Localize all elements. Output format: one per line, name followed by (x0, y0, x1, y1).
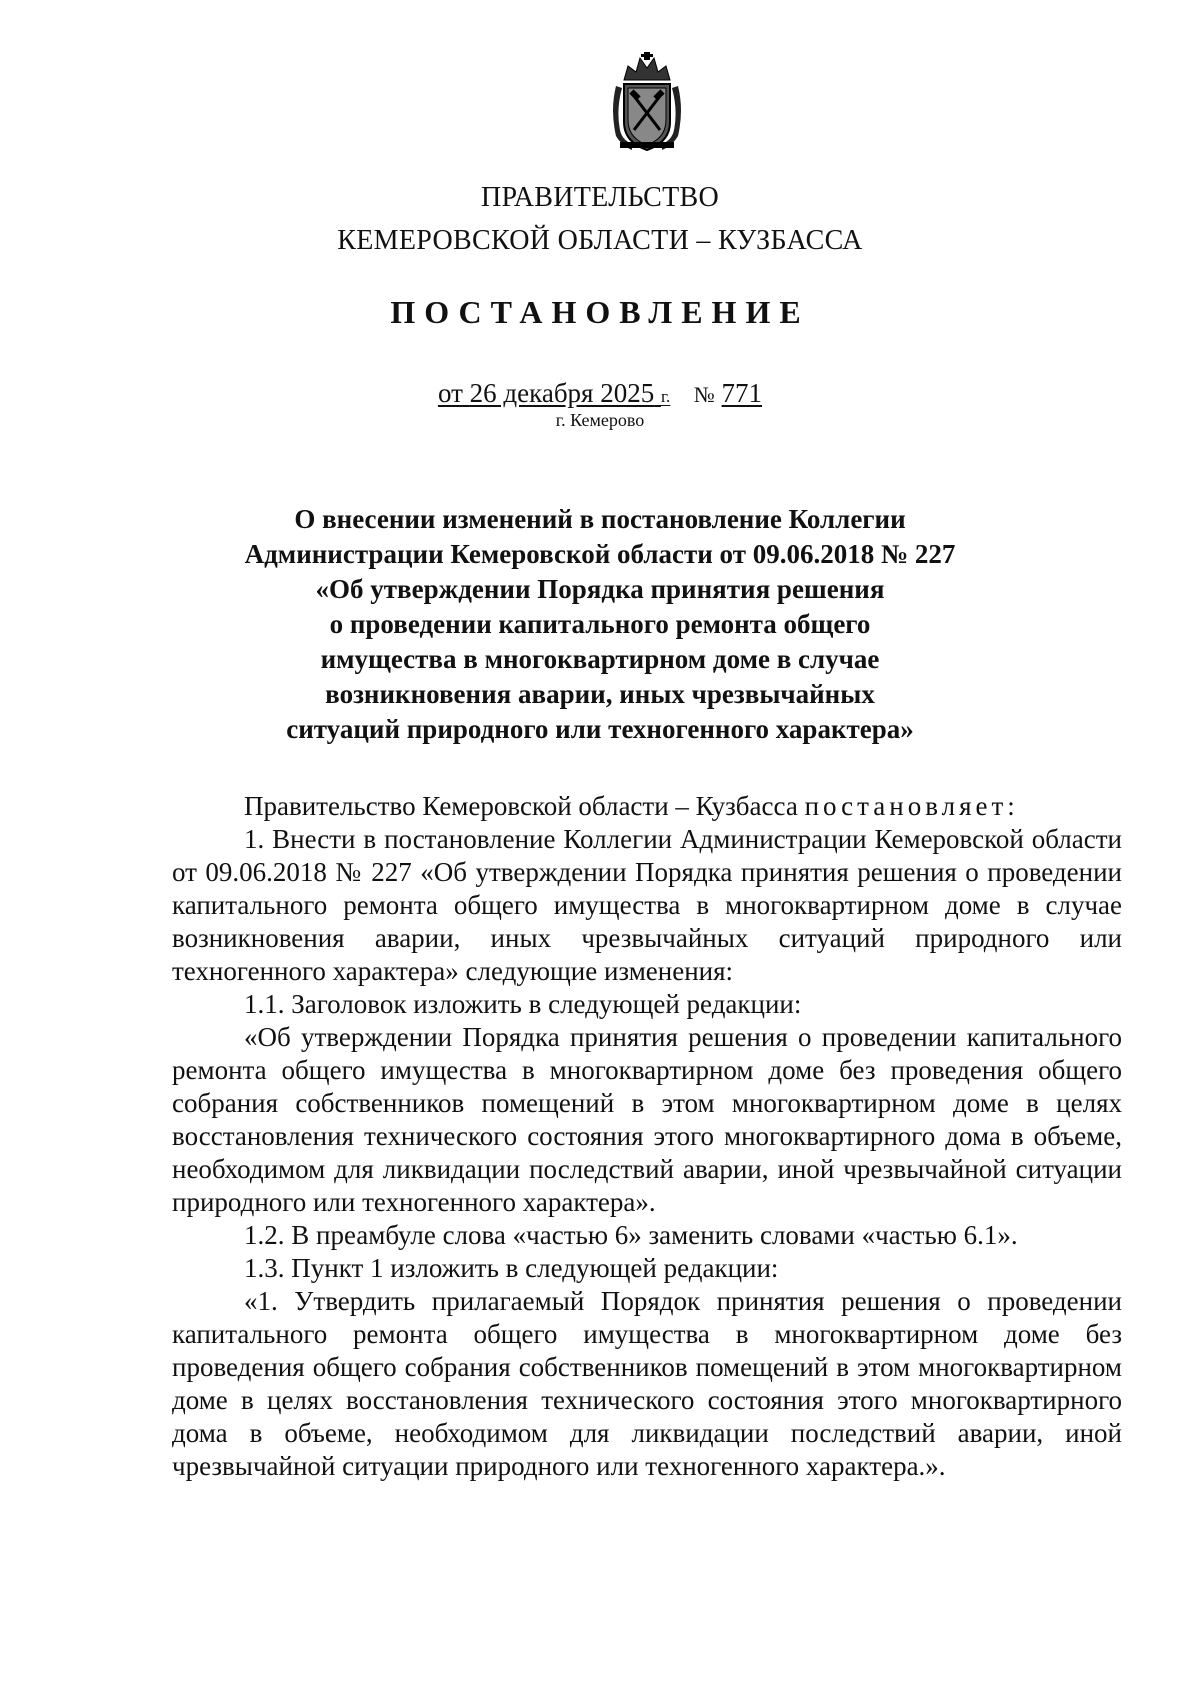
title-line: имущества в многоквартирном доме в случае (320, 644, 880, 674)
title-line: Администрации Кемеровской области от 09.06.2018 № 227 (244, 539, 956, 569)
paragraph-1-2: 1.2. В преамбуле слова «частью 6» заменить словами «частью 6.1». (244, 1220, 1018, 1250)
paragraph-1-3: 1.3. Пункт 1 изложить в следующей редакции: (244, 1253, 779, 1283)
date-value: 26 декабря 2025 (469, 378, 655, 408)
date-prefix: от (437, 378, 463, 408)
paragraph-1-3-quote: «1. Утвердить прилагаемый Порядок принятия решения о проведении капитального ремонта общего имущества в многоквартирном доме без проведения общего собрания собственников помещений в этом многоквартирном доме в целях восстановления технического состояния этого многоквартирного дома в объеме, необходимом для ликвидации последствий аварии, иной чрезвычайной ситуации природного или техногенного характера.». (172, 1286, 1122, 1481)
number-value: 771 (721, 378, 763, 408)
document-type-heading: ПОСТАНОВЛЕНИЕ (390, 294, 810, 330)
date-number-line (0, 378, 1200, 409)
number-sign: № (693, 382, 715, 407)
title-line: ситуаций природного или техногенного характера» (286, 714, 914, 744)
title-line: возникновения аварии, иных чрезвычайных (325, 679, 875, 709)
city-label: г. Кемерово (555, 410, 645, 430)
org-name-line2: КЕМЕРОВСКОЙ ОБЛАСТИ – КУЗБАССА (337, 225, 863, 256)
title-line: «Об утверждении Порядка принятия решения (315, 574, 885, 604)
preamble-text: Правительство Кемеровской области – Кузбасса (244, 791, 805, 821)
org-name-line1: ПРАВИТЕЛЬСТВО (480, 182, 720, 213)
paragraph-1-1-quote: «Об утверждении Порядка принятия решения о проведении капитального ремонта общего имущества в многоквартирном доме без проведения общего собрания собственников помещений в этом многоквартирном доме в целях восстановления технического состояния этого многоквартирного дома в объеме, необходимом для ликвидации последствий аварии, иной чрезвычайной ситуации природного или техногенного характера». (172, 1022, 1122, 1217)
document-title (0, 502, 1200, 747)
title-line: о проведении капитального ремонта общего (329, 609, 871, 639)
paragraph-1: 1. Внести в постановление Коллегии Администрации Кемеровской области от 09.06.2018 № 227 «Об утверждении Порядка принятия решения о проведении капитального ремонта общего имущества в многоквартирном доме в случае возникновения аварии, иных чрезвычайных ситуаций природного или техногенного характера» следующие изменения: (172, 824, 1122, 986)
preamble-paragraph (172, 790, 1122, 823)
title-line: О внесении изменений в постановление Коллегии (294, 504, 906, 534)
coat-of-arms-emblem (610, 50, 684, 154)
paragraph-1-1: 1.1. Заголовок изложить в следующей редакции: (244, 989, 802, 1019)
preamble-verb: постановляет: (804, 791, 1019, 821)
date-year-suffix: г. (660, 387, 671, 406)
document-body (172, 790, 1122, 1483)
